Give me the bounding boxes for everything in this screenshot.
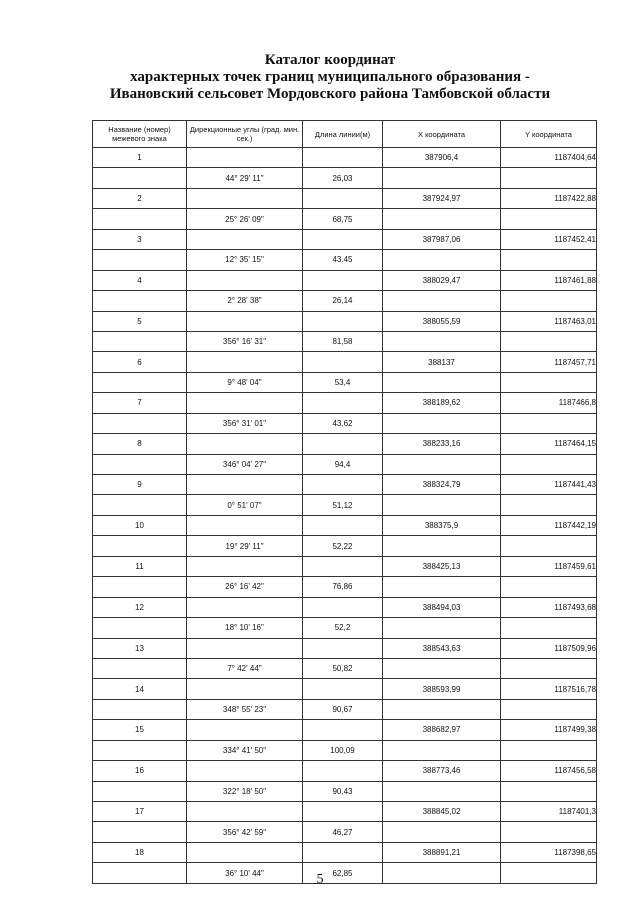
table-row: [93, 495, 597, 515]
empty-cell: [187, 556, 303, 576]
empty-cell: [303, 188, 383, 208]
empty-cell: [383, 209, 501, 229]
table-row: [93, 618, 597, 638]
x-coordinate: 387906,4: [383, 148, 501, 168]
point-number: 4: [93, 270, 187, 290]
empty-cell: [501, 618, 597, 638]
x-coordinate: 388494,03: [383, 597, 501, 617]
directional-angle: 348° 55' 23": [187, 699, 303, 719]
empty-cell: [187, 638, 303, 658]
line-length: 52,22: [303, 536, 383, 556]
empty-cell: [303, 311, 383, 331]
point-number: 2: [93, 188, 187, 208]
title-line-2: характерных точек границ муниципального образования -: [130, 69, 530, 85]
empty-cell: [93, 740, 187, 760]
y-coordinate: 1187509,96: [501, 638, 597, 658]
empty-cell: [383, 536, 501, 556]
line-length: 90,43: [303, 781, 383, 801]
empty-cell: [303, 761, 383, 781]
y-coordinate: 1187457,71: [501, 352, 597, 372]
table-row: [93, 842, 597, 862]
x-coordinate: 388682,97: [383, 720, 501, 740]
point-number: 5: [93, 311, 187, 331]
line-length: 62,85: [303, 863, 383, 883]
table-row: [93, 434, 597, 454]
table-row: [93, 475, 597, 495]
empty-cell: [303, 638, 383, 658]
x-coordinate: 388029,47: [383, 270, 501, 290]
empty-cell: [383, 372, 501, 392]
table-row: [93, 331, 597, 351]
directional-angle: 2° 28' 38": [187, 291, 303, 311]
empty-cell: [303, 148, 383, 168]
empty-cell: [501, 658, 597, 678]
table-body: [93, 148, 597, 884]
empty-cell: [93, 372, 187, 392]
table-row: [93, 781, 597, 801]
empty-cell: [303, 270, 383, 290]
directional-angle: 9° 48' 04": [187, 372, 303, 392]
empty-cell: [93, 577, 187, 597]
table-row: [93, 270, 597, 290]
x-coordinate: 388324,79: [383, 475, 501, 495]
line-length: 76,86: [303, 577, 383, 597]
line-length: 43,62: [303, 413, 383, 433]
point-number: 6: [93, 352, 187, 372]
table-row: [93, 413, 597, 433]
empty-cell: [501, 454, 597, 474]
header-x: Х координата: [383, 121, 501, 148]
line-length: 43.45: [303, 250, 383, 270]
empty-cell: [383, 495, 501, 515]
empty-cell: [303, 393, 383, 413]
empty-cell: [383, 168, 501, 188]
empty-cell: [501, 699, 597, 719]
empty-cell: [187, 148, 303, 168]
x-coordinate: 388233,16: [383, 434, 501, 454]
empty-cell: [383, 699, 501, 719]
empty-cell: [93, 658, 187, 678]
table-row: [93, 658, 597, 678]
empty-cell: [93, 168, 187, 188]
empty-cell: [93, 781, 187, 801]
table-row: [93, 802, 597, 822]
table-row: [93, 148, 597, 168]
empty-cell: [383, 291, 501, 311]
directional-angle: 334° 41' 50": [187, 740, 303, 760]
y-coordinate: 1187461,88: [501, 270, 597, 290]
coordinates-table: [92, 120, 597, 884]
y-coordinate: 1187516,78: [501, 679, 597, 699]
table-row: [93, 209, 597, 229]
x-coordinate: 388375,9: [383, 515, 501, 535]
table-row: [93, 720, 597, 740]
directional-angle: 18° 10' 16": [187, 618, 303, 638]
header-length: Длина линии(м): [303, 121, 383, 148]
table-row: [93, 250, 597, 270]
empty-cell: [93, 291, 187, 311]
empty-cell: [187, 352, 303, 372]
empty-cell: [501, 495, 597, 515]
header-y: Y координата: [501, 121, 597, 148]
empty-cell: [501, 209, 597, 229]
point-number: 17: [93, 802, 187, 822]
point-number: 11: [93, 556, 187, 576]
y-coordinate: 1187499,38: [501, 720, 597, 740]
empty-cell: [187, 761, 303, 781]
line-length: 26,03: [303, 168, 383, 188]
table-row: [93, 188, 597, 208]
empty-cell: [501, 577, 597, 597]
empty-cell: [303, 434, 383, 454]
empty-cell: [93, 413, 187, 433]
line-length: 100,09: [303, 740, 383, 760]
point-number: 13: [93, 638, 187, 658]
point-number: 15: [93, 720, 187, 740]
y-coordinate: 1187401,3: [501, 802, 597, 822]
directional-angle: 356° 42' 59": [187, 822, 303, 842]
empty-cell: [303, 597, 383, 617]
point-number: 1: [93, 148, 187, 168]
empty-cell: [93, 495, 187, 515]
table-row: [93, 761, 597, 781]
empty-cell: [93, 536, 187, 556]
empty-cell: [501, 372, 597, 392]
line-length: 90,67: [303, 699, 383, 719]
empty-cell: [501, 168, 597, 188]
y-coordinate: 1187464,15: [501, 434, 597, 454]
empty-cell: [501, 740, 597, 760]
empty-cell: [93, 250, 187, 270]
directional-angle: 12° 35' 15": [187, 250, 303, 270]
empty-cell: [303, 475, 383, 495]
table-row: [93, 393, 597, 413]
point-number: 8: [93, 434, 187, 454]
y-coordinate: 1187398,65: [501, 842, 597, 862]
table-row: [93, 679, 597, 699]
line-length: 46,27: [303, 822, 383, 842]
table-row: [93, 577, 597, 597]
empty-cell: [187, 842, 303, 862]
x-coordinate: 388593,99: [383, 679, 501, 699]
line-length: 51,12: [303, 495, 383, 515]
point-number: 7: [93, 393, 187, 413]
table-row: [93, 556, 597, 576]
line-length: 68,75: [303, 209, 383, 229]
header-name: Название (номер) межевого знака: [93, 121, 187, 148]
x-coordinate: 388425,13: [383, 556, 501, 576]
empty-cell: [383, 454, 501, 474]
point-number: 18: [93, 842, 187, 862]
table-row: [93, 515, 597, 535]
empty-cell: [187, 802, 303, 822]
y-coordinate: 1187452,41: [501, 229, 597, 249]
header-angles: Дирекционные углы (град. мин. сек.): [187, 121, 303, 148]
empty-cell: [303, 720, 383, 740]
directional-angle: 356° 31' 01": [187, 413, 303, 433]
empty-cell: [501, 331, 597, 351]
empty-cell: [383, 413, 501, 433]
y-coordinate: 1187404,64: [501, 148, 597, 168]
empty-cell: [501, 413, 597, 433]
x-coordinate: 388891,21: [383, 842, 501, 862]
table-row: [93, 597, 597, 617]
directional-angle: 19° 29' 11": [187, 536, 303, 556]
y-coordinate: 1187493,68: [501, 597, 597, 617]
empty-cell: [383, 331, 501, 351]
empty-cell: [383, 618, 501, 638]
y-coordinate: 1187442,19: [501, 515, 597, 535]
directional-angle: 0° 51' 07": [187, 495, 303, 515]
table-header-row: [93, 121, 597, 148]
empty-cell: [187, 188, 303, 208]
empty-cell: [303, 229, 383, 249]
table-row: [93, 699, 597, 719]
empty-cell: [501, 536, 597, 556]
directional-angle: 36° 10' 44": [187, 863, 303, 883]
table-row: [93, 454, 597, 474]
directional-angle: 25° 26' 09": [187, 209, 303, 229]
table-row: [93, 822, 597, 842]
x-coordinate: 388137: [383, 352, 501, 372]
line-length: 81,58: [303, 331, 383, 351]
empty-cell: [303, 556, 383, 576]
directional-angle: 7° 42' 44": [187, 658, 303, 678]
point-number: 12: [93, 597, 187, 617]
table-row: [93, 311, 597, 331]
empty-cell: [187, 597, 303, 617]
empty-cell: [303, 679, 383, 699]
empty-cell: [187, 270, 303, 290]
y-coordinate: 1187463,01: [501, 311, 597, 331]
empty-cell: [187, 434, 303, 454]
empty-cell: [501, 250, 597, 270]
title-line-1: Каталог координат: [264, 52, 396, 68]
point-number: 16: [93, 761, 187, 781]
empty-cell: [93, 331, 187, 351]
empty-cell: [187, 393, 303, 413]
empty-cell: [383, 250, 501, 270]
empty-cell: [93, 618, 187, 638]
page-number: 5: [316, 872, 324, 887]
y-coordinate: 1187456,58: [501, 761, 597, 781]
table-row: [93, 352, 597, 372]
title-line-3: Ивановский сельсовет Мордовского района Тамбовской области: [109, 86, 551, 102]
empty-cell: [501, 781, 597, 801]
empty-cell: [383, 658, 501, 678]
directional-angle: 44° 29' 11": [187, 168, 303, 188]
empty-cell: [303, 515, 383, 535]
y-coordinate: 1187459,61: [501, 556, 597, 576]
point-number: 14: [93, 679, 187, 699]
table-row: [93, 536, 597, 556]
empty-cell: [303, 352, 383, 372]
point-number: 3: [93, 229, 187, 249]
empty-cell: [383, 577, 501, 597]
directional-angle: 322° 18' 50": [187, 781, 303, 801]
empty-cell: [187, 515, 303, 535]
directional-angle: 346° 04' 27": [187, 454, 303, 474]
empty-cell: [501, 822, 597, 842]
point-number: 10: [93, 515, 187, 535]
x-coordinate: 388055,59: [383, 311, 501, 331]
x-coordinate: 387987,06: [383, 229, 501, 249]
table-row: [93, 229, 597, 249]
table-row: [93, 168, 597, 188]
line-length: 26,14: [303, 291, 383, 311]
y-coordinate: 1187441,43: [501, 475, 597, 495]
empty-cell: [303, 802, 383, 822]
empty-cell: [93, 822, 187, 842]
x-coordinate: 388773,46: [383, 761, 501, 781]
empty-cell: [303, 842, 383, 862]
line-length: 53,4: [303, 372, 383, 392]
point-number: 9: [93, 475, 187, 495]
empty-cell: [187, 311, 303, 331]
empty-cell: [383, 781, 501, 801]
document-title: [60, 52, 600, 103]
empty-cell: [383, 822, 501, 842]
x-coordinate: 388845,02: [383, 802, 501, 822]
empty-cell: [93, 454, 187, 474]
directional-angle: 26° 16' 42": [187, 577, 303, 597]
x-coordinate: 388543,63: [383, 638, 501, 658]
directional-angle: 356° 16' 31": [187, 331, 303, 351]
empty-cell: [501, 291, 597, 311]
x-coordinate: 387924,97: [383, 188, 501, 208]
empty-cell: [187, 475, 303, 495]
empty-cell: [187, 229, 303, 249]
line-length: 50,82: [303, 658, 383, 678]
empty-cell: [93, 209, 187, 229]
line-length: 94,4: [303, 454, 383, 474]
table-row: [93, 740, 597, 760]
x-coordinate: 388189,62: [383, 393, 501, 413]
table-row: [93, 372, 597, 392]
empty-cell: [383, 740, 501, 760]
y-coordinate: 1187466,8: [501, 393, 597, 413]
table-row: [93, 638, 597, 658]
empty-cell: [187, 679, 303, 699]
line-length: 52,2: [303, 618, 383, 638]
y-coordinate: 1187422,88: [501, 188, 597, 208]
empty-cell: [93, 699, 187, 719]
table-row: [93, 291, 597, 311]
empty-cell: [187, 720, 303, 740]
